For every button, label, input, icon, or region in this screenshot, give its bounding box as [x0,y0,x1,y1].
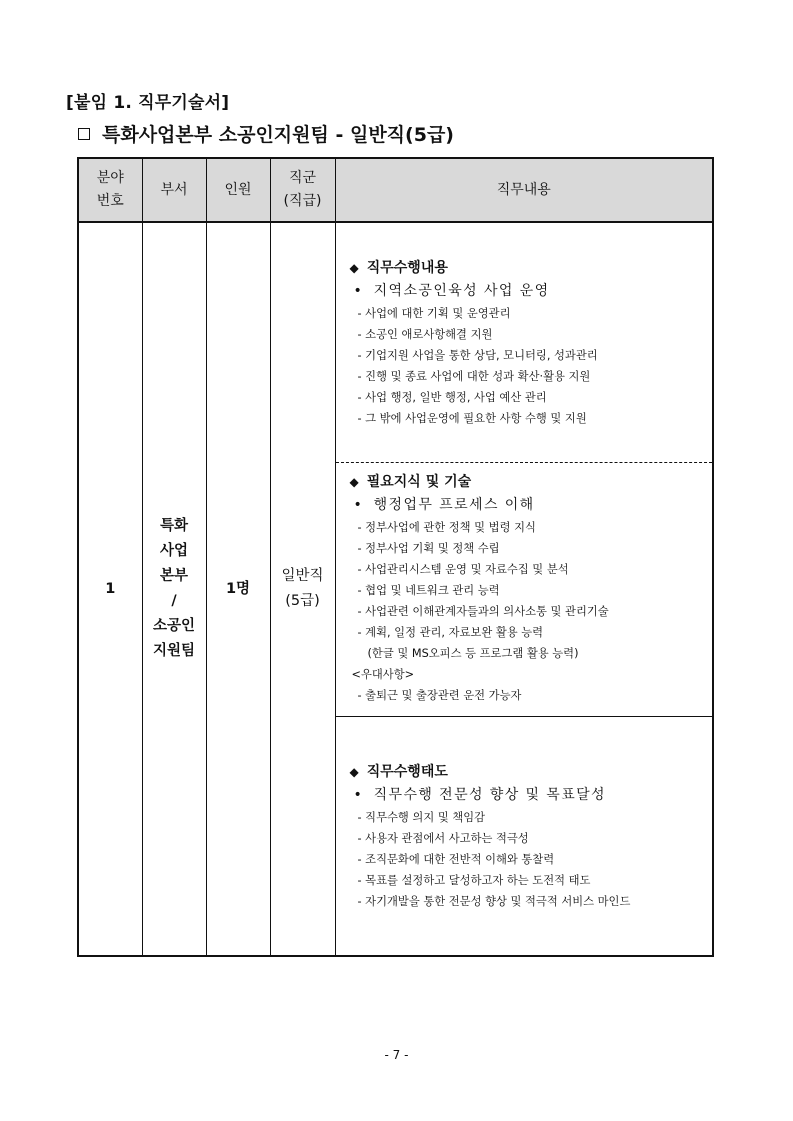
duties-cell [335,222,713,956]
grade-line1: 일반직 [281,568,324,584]
list-item: - 조직문화에 대한 전반적 이해와 통찰력 [357,853,555,866]
department-cell [142,222,206,956]
block-bullet [350,279,705,303]
list-item: - 진행 및 종료 사업에 대한 성과 확산·활용 지원 [357,370,591,383]
list-item: - 사업에 대한 기획 및 운영관리 [357,307,511,320]
block-bullet-text: 행정업무 프로세스 이해 [373,497,535,513]
header-grade-line2: (직급) [283,193,322,209]
header-field-no [78,158,142,222]
diamond-bullet-icon: ◆ [349,261,359,275]
table-header-row [78,158,713,222]
header-grade-line1: 직군 [288,170,317,186]
list-item: - 정부사업 기획 및 정책 수립 [357,542,500,555]
list-item: - 출퇴근 및 출장관련 운전 가능자 [357,689,522,702]
header-department: 부서 [142,158,206,222]
list-item: - 소공인 애로사항해결 지원 [357,328,493,341]
job-description-table [77,157,714,957]
department-line: / [171,593,177,609]
block-heading [350,257,705,279]
list-item: - 기업지원 사업을 통한 상담, 모니터링, 성과관리 [357,349,598,362]
list-item: - 직무수행 의지 및 책임감 [357,811,486,824]
list-item: - 사업 행정, 일반 행정, 사업 예산 관리 [357,391,547,404]
dot-bullet-icon: • [353,283,362,299]
block-bullet-text: 지역소공인육성 사업 운영 [373,283,550,299]
list-item: - 목표를 설정하고 달성하고자 하는 도전적 태도 [357,874,591,887]
field-no-cell: 1 [78,222,142,956]
list-item: - 자기개발을 통한 전문성 향상 및 적극적 서비스 마인드 [357,895,631,908]
header-field-no-line2: 번호 [96,193,124,209]
block-bullet [350,783,705,807]
header-grade [270,158,335,222]
section-title-text: 특화사업본부 소공인지원팀 - 일반직(5급) [102,124,454,146]
table-row [78,222,713,956]
block-heading [350,761,705,783]
duties-block-performance [336,223,713,463]
checkbox-square-icon [78,128,90,140]
department-line: 지원팀 [152,643,196,659]
block-heading [350,471,705,493]
list-item: - 정부사업에 관한 정책 및 법령 지식 [357,521,536,534]
page-number: - 7 - [384,1048,409,1062]
header-field-no-line1: 분야 [96,170,124,186]
dot-bullet-icon: • [353,787,362,803]
diamond-bullet-icon: ◆ [349,765,359,779]
grade-line2: (5급) [285,593,320,609]
block-heading-text: 직무수행태도 [366,764,448,780]
headcount-cell: 1명 [206,222,270,956]
department-line: 사업 [159,543,188,559]
header-duties: 직무내용 [335,158,713,222]
department-line: 특화 [159,518,188,534]
duties-block-attitude [336,717,713,912]
block-bullet [350,493,705,517]
list-item: - 사용자 관점에서 사고하는 적극성 [357,832,529,845]
department-line: 본부 [159,568,188,584]
section-title [78,120,454,147]
list-item: - 협업 및 네트워크 관리 능력 [357,584,500,597]
list-item: - 계획, 일정 관리, 자료보완 활용 능력 [357,626,544,639]
block-heading-text: 직무수행내용 [366,260,448,276]
list-item: - 그 밖에 사업운영에 필요한 사항 수행 및 지원 [357,412,587,425]
diamond-bullet-icon: ◆ [349,475,359,489]
preferred-qualifications-label: <우대사항> [351,668,415,681]
list-item-note: (한글 및 MS오피스 등 프로그램 활용 능력) [367,647,579,660]
block-bullet-text: 직무수행 전문성 향상 및 목표달성 [373,787,606,803]
block-heading-text: 필요지식 및 기술 [366,474,472,490]
header-headcount: 인원 [206,158,270,222]
list-item: - 사업관리시스템 운영 및 자료수집 및 분석 [357,563,569,576]
list-item: - 사업관련 이해관계자들과의 의사소통 및 관리기술 [357,605,609,618]
grade-cell [270,222,335,956]
department-line: 소공인 [152,618,196,634]
dot-bullet-icon: • [353,497,362,513]
attachment-title: [붙임 1. 직무기술서] [66,93,230,113]
duties-block-knowledge [336,463,713,717]
